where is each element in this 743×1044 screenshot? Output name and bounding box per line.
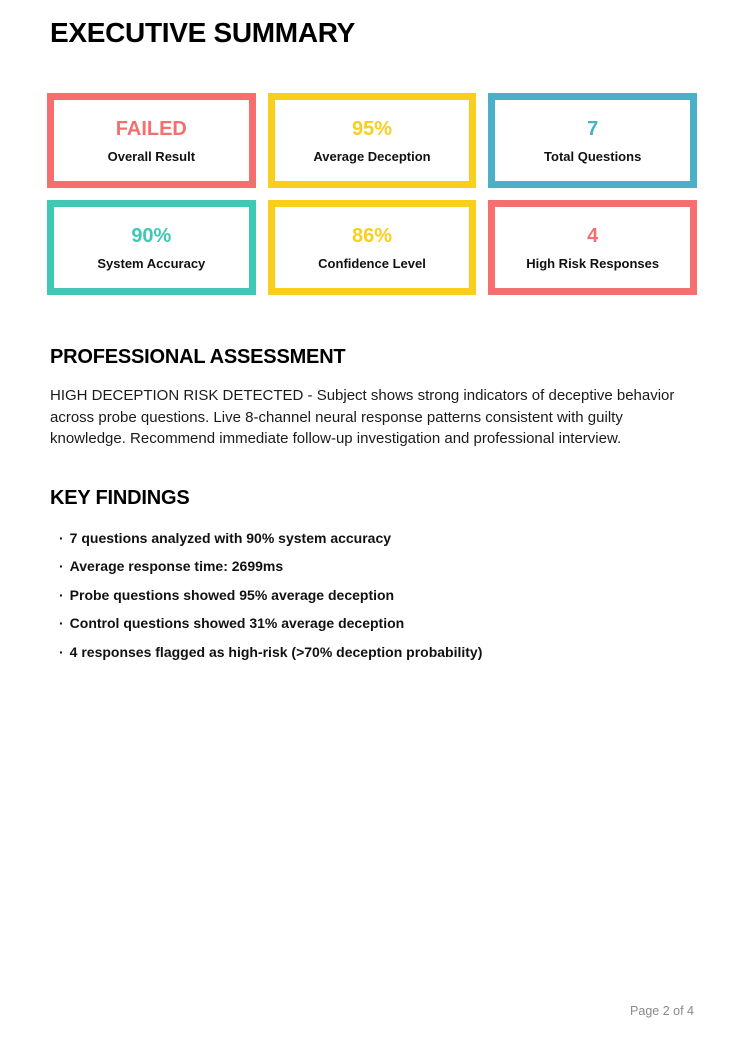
key-finding-item <box>59 530 695 547</box>
summary-card-label: Average Deception <box>313 148 431 164</box>
summary-card <box>488 200 697 295</box>
key-findings-list <box>59 530 695 661</box>
professional-assessment-body: HIGH DECEPTION RISK DETECTED - Subject shows strong indicators of deceptive behavior across probe questions. Live 8-channel neural response patterns consistent with guilty knowledge. Recommend immediate follow-up investigation and professional interview. <box>50 387 675 447</box>
summary-card-value: FAILED <box>115 117 187 140</box>
bullet-dot-icon: · <box>59 529 64 546</box>
bullet-dot-icon: · <box>59 558 64 574</box>
summary-card-label: Overall Result <box>107 148 196 164</box>
summary-card-label: Confidence Level <box>318 255 426 271</box>
bullet-dot-icon: · <box>59 643 64 660</box>
key-finding-item <box>59 587 695 604</box>
professional-assessment-heading: PROFESSIONAL ASSESSMENT <box>50 346 346 368</box>
key-finding-item <box>59 558 695 575</box>
summary-cards <box>47 93 697 295</box>
bullet-dot-icon: · <box>59 615 64 631</box>
summary-card <box>488 93 697 188</box>
summary-card-label: System Accuracy <box>97 255 206 271</box>
summary-card-value: 86% <box>351 224 392 247</box>
summary-card-label: Total Questions <box>544 148 642 164</box>
summary-card <box>47 200 256 295</box>
summary-card <box>268 93 477 188</box>
summary-card-value: 95% <box>351 117 392 140</box>
key-finding-text: Average response time: 2699ms <box>69 558 284 574</box>
key-findings-heading: KEY FINDINGS <box>50 486 190 509</box>
summary-card-value: 90% <box>131 224 172 247</box>
key-finding-item <box>59 615 695 632</box>
summary-card-label: High Risk Responses <box>526 255 660 271</box>
page-number: Page 2 of 4 <box>630 1004 694 1018</box>
key-finding-item <box>59 644 695 661</box>
summary-card <box>268 200 477 295</box>
page-title: EXECUTIVE SUMMARY <box>50 17 356 48</box>
summary-card-value: 4 <box>587 224 599 247</box>
summary-card <box>47 93 256 188</box>
summary-card-value: 7 <box>587 117 599 140</box>
bullet-dot-icon: · <box>59 586 64 603</box>
key-finding-text: Control questions showed 31% average deception <box>69 615 405 631</box>
key-finding-text: 4 responses flagged as high-risk (>70% deception probability) <box>69 643 483 660</box>
key-finding-text: 7 questions analyzed with 90% system accuracy <box>69 529 392 546</box>
key-finding-text: Probe questions showed 95% average deception <box>69 586 395 603</box>
